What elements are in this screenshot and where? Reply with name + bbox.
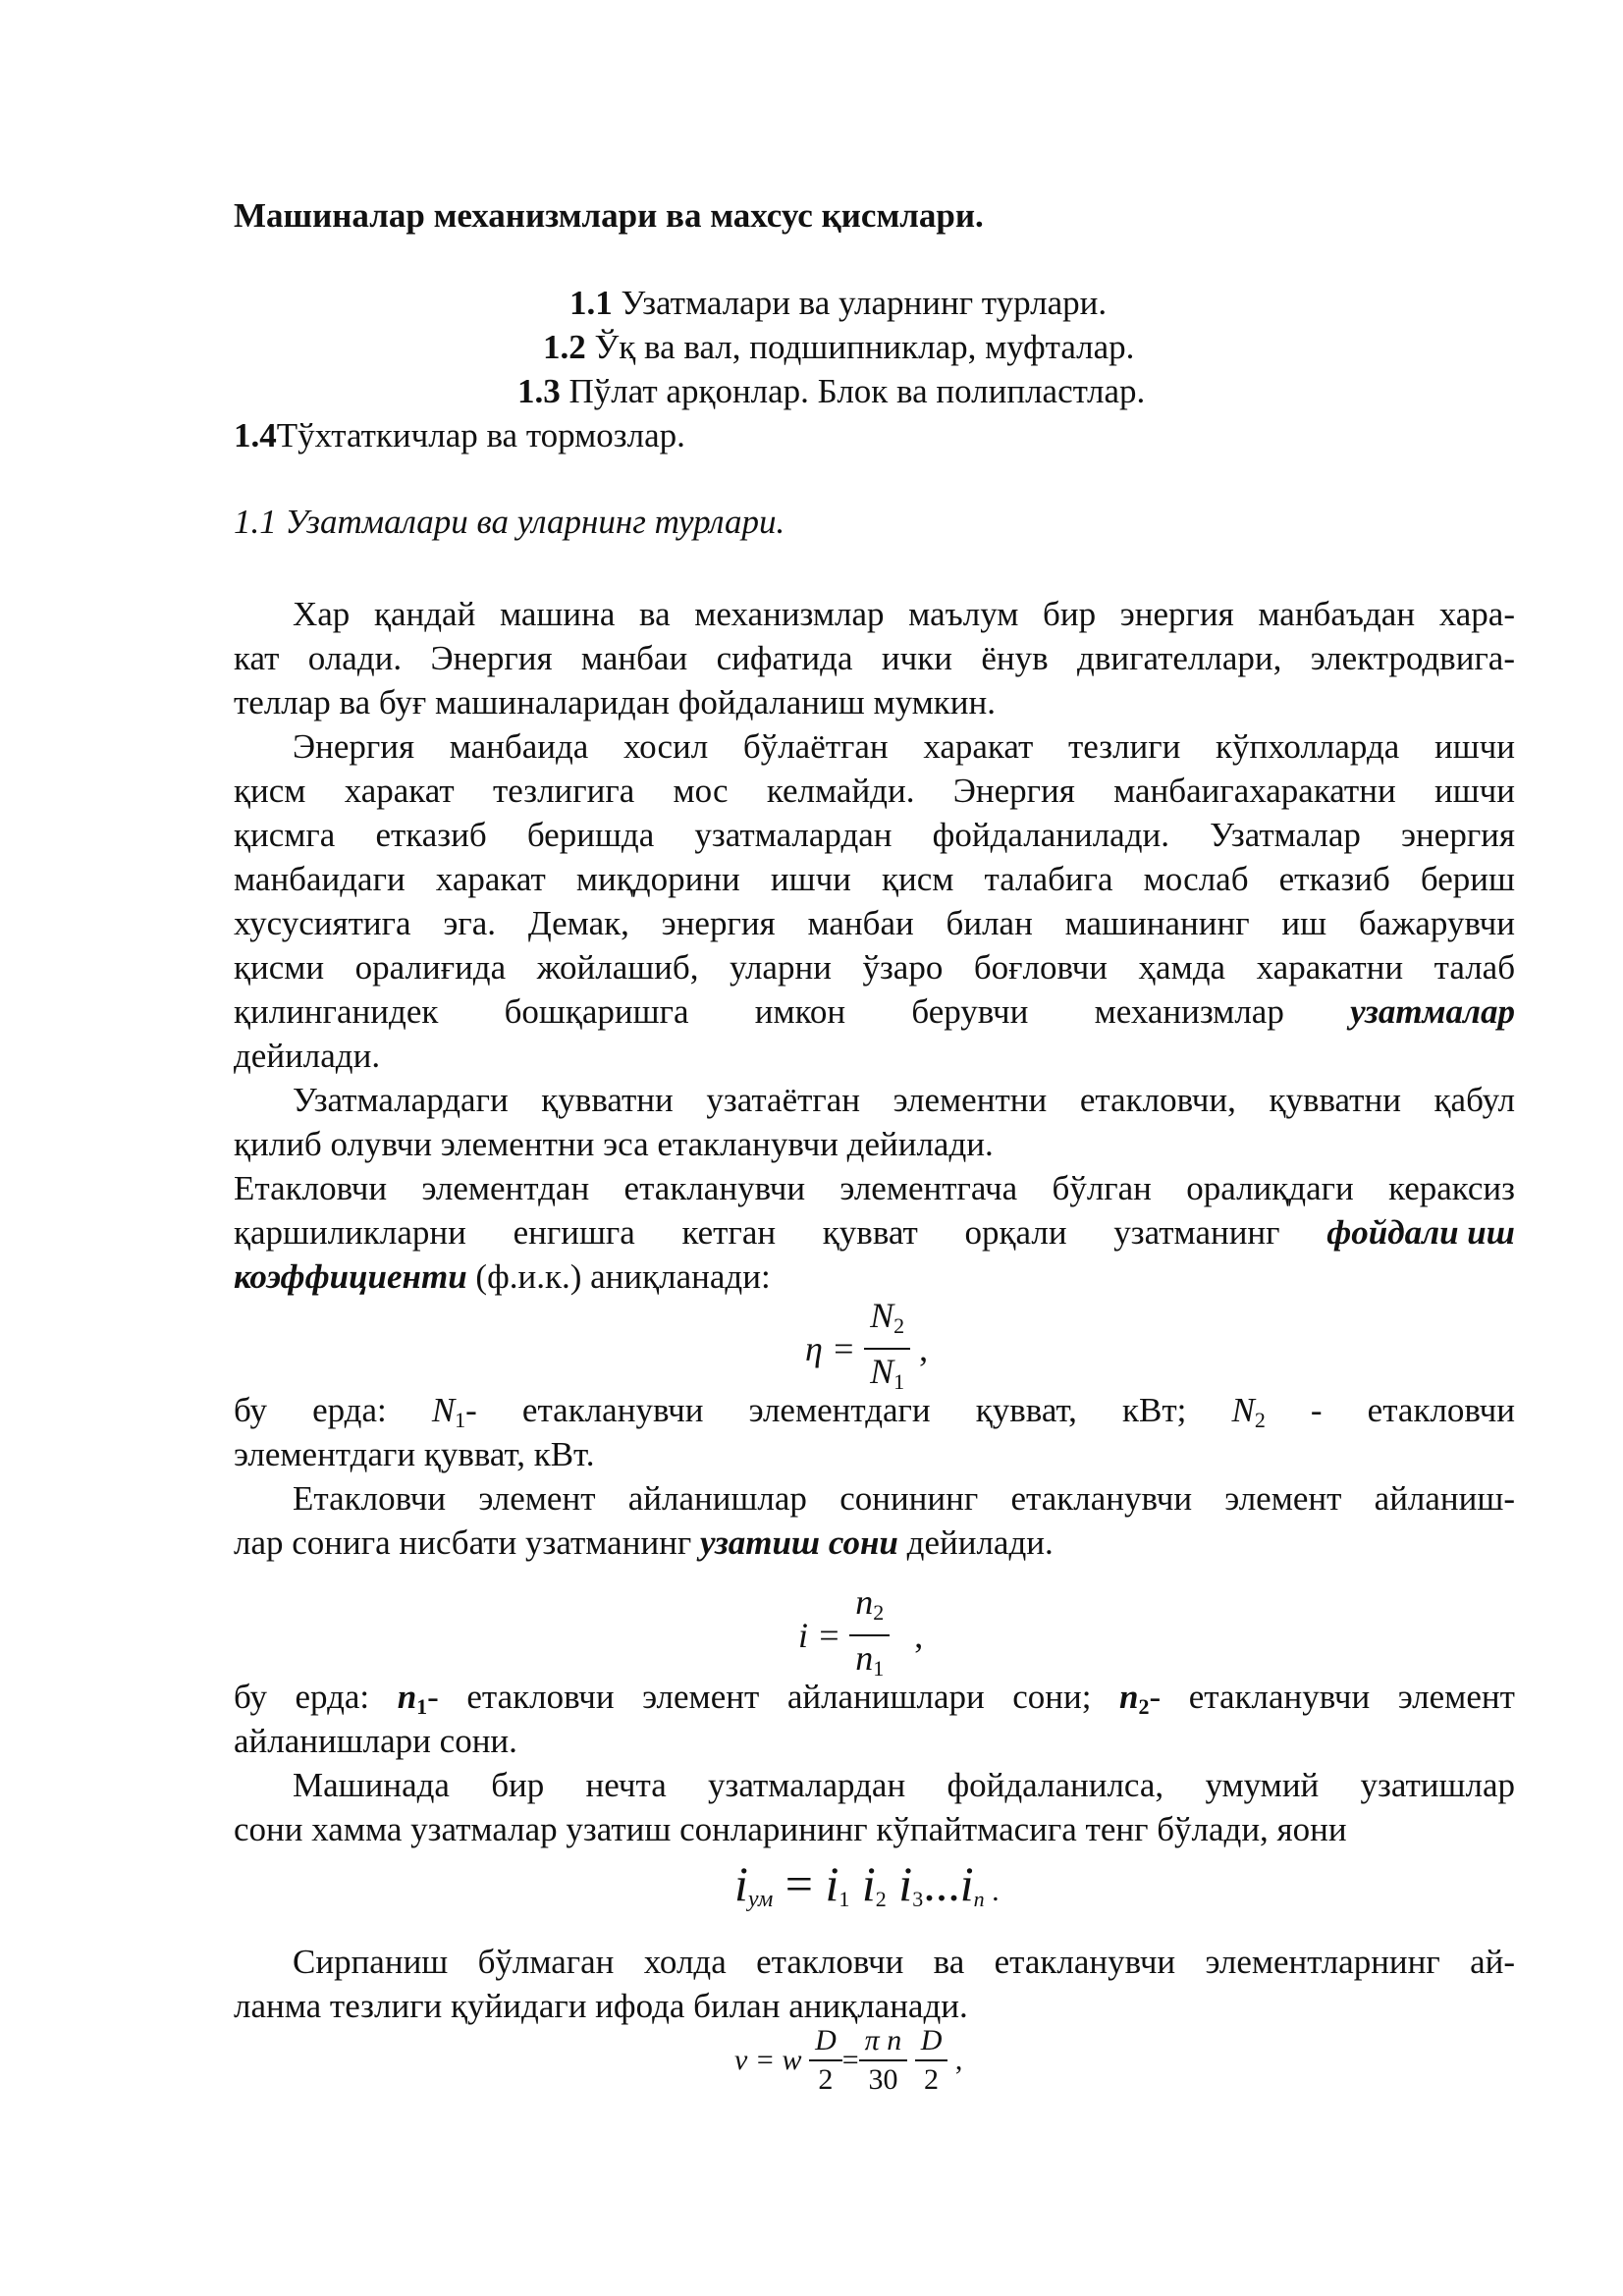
text-line: элементдаги қувват, кВт. (234, 1435, 595, 1473)
word: $N_1-$ (431, 1391, 477, 1432)
toc-number: 1.2 (543, 328, 586, 366)
word: - (1310, 1391, 1323, 1429)
section-heading: 1.1 Узатмалари ва уларнинг турлари. (234, 503, 785, 541)
text-line: лар сонига нисбати узатманинг узатиш сони дейилади. (234, 1523, 1054, 1562)
text-line: дейилади. (234, 1037, 381, 1075)
paragraph-4 (234, 1166, 1515, 1299)
text-line: Етакловчи элементдан етакланувчи элементгача бўлган оралиқдаги кераксиз (234, 1169, 1515, 1207)
word: $n_2-$ (1119, 1678, 1162, 1719)
word: элемент (642, 1678, 760, 1716)
word: кВт; (1121, 1391, 1187, 1429)
formula-lhs: i = (798, 1616, 841, 1655)
text-line: Сирпаниш бўлмаган холда етакловчи ва етакланувчи элементларнинг ай- (293, 1943, 1515, 1981)
word: етакловчи (466, 1678, 615, 1716)
toc-item-1-3 (517, 372, 1145, 411)
toc-number: 1.4 (234, 416, 277, 454)
paragraph-7 (234, 1940, 1515, 2028)
formula-velocity: v = w $\frac{D}{2}$ = $\frac{\text{π n}}{30}$ $\frac{D}{2}$ , (734, 2022, 962, 2099)
formula-tail: , (914, 1616, 924, 1655)
fraction: $\frac{D}{2}$ (809, 2022, 842, 2099)
text-line: қисм харакат тезлигига мос келмайди. Энергия манбаигахаракатни ишчи (234, 772, 1515, 810)
text-line: манбаидаги харакат миқдорини ишчи қисм талабига мослаб етказиб бериш (234, 860, 1515, 898)
paragraph-where-2 (234, 1675, 1515, 1763)
text-line (234, 1255, 1515, 1299)
toc-number: 1.3 (517, 372, 561, 410)
paragraph-5 (234, 1476, 1515, 1565)
word: орқали (964, 1213, 1067, 1252)
word: бу (234, 1678, 267, 1716)
word: ерда: (295, 1678, 370, 1716)
denominator: $N_1$ (870, 1352, 905, 1394)
word: қувват, (975, 1391, 1077, 1429)
text-line: ланма тезлиги қуйидаги ифода билан аниқланади. (234, 1987, 968, 2025)
word: $n_1-$ (397, 1678, 439, 1719)
toc-item-1-4 (234, 416, 685, 455)
word: узатманинг (1113, 1213, 1280, 1252)
word: ерда: (312, 1391, 387, 1429)
paragraph-6 (234, 1763, 1515, 1851)
term-uzatmalar: узатмалар (1350, 992, 1515, 1031)
word: кетган (681, 1213, 777, 1252)
toc-text: Ўқ ва вал, подшипниклар, муфталар. (585, 328, 1135, 366)
term-foydali-ish: фойдали иш (1326, 1213, 1515, 1252)
text-line: сони хамма узатмалар узатиш сонларининг кўпайтмасига тенг бўлади, яони (234, 1810, 1347, 1848)
page-title: Машиналар механизмлари ва махсус қисмлари. (234, 196, 984, 235)
word: етакланувчи (1188, 1678, 1371, 1716)
numerator: $n_2$ (849, 1580, 890, 1636)
text-line: айланишлари сони. (234, 1722, 517, 1760)
text-line: қисми оралиғида жойлашиб, уларни ўзаро боғловчи ҳамда харакатни талаб (234, 948, 1515, 987)
word: бу (234, 1391, 267, 1429)
toc-text: Узатмалари ва уларнинг турлари. (612, 284, 1108, 322)
text-line: Энергия манбаида хосил бўлаётган харакат тезлиги кўпхолларда ишчи (293, 727, 1515, 766)
word: элемент (1397, 1678, 1515, 1716)
word: сони; (1012, 1678, 1092, 1716)
formula-tail: , (919, 1329, 929, 1368)
word: механизмлар (1094, 992, 1284, 1031)
word: етакловчи (1367, 1391, 1515, 1429)
toc-number: 1.1 (569, 284, 613, 322)
term-koeffitsienti: коэффициенти (234, 1257, 467, 1296)
text-fragment: (ф.и.к.) аниқланади: (466, 1257, 771, 1296)
word: қаршиликларни (234, 1213, 466, 1252)
toc-item-1-2 (543, 328, 1134, 367)
word: енгишга (513, 1213, 635, 1252)
text-line: Хар қандай машина ва механизмлар маълум бир энергия манбаъдан хара- (293, 595, 1515, 633)
toc-text: Тўхтаткичлар ва тормозлар. (276, 416, 685, 454)
text-line: теллар ва буғ машиналаридан фойдаланиш мумкин. (234, 683, 996, 721)
text-line: Машинада бир нечта узатмалардан фойдаланилса, умумий узатишлар (293, 1766, 1515, 1804)
text-line: хусусиятига эга. Демак, энергия манбаи билан машинанинг иш бажарувчи (234, 904, 1515, 942)
paragraph-where-1 (234, 1388, 1515, 1476)
word: берувчи (911, 992, 1029, 1031)
toc-item-1-1 (569, 284, 1107, 323)
word: айланишлари (786, 1678, 985, 1716)
word: элементдаги (748, 1391, 931, 1429)
text-line (234, 1210, 1515, 1255)
text-line: қилиб олувчи элементни эса етакланувчи дейилади. (234, 1125, 994, 1163)
denominator: $n_1$ (855, 1638, 885, 1681)
term-uzatish-soni: узатиш сони (700, 1523, 898, 1562)
word: $N_2$ (1231, 1391, 1266, 1432)
text-line (234, 1388, 1515, 1432)
toc-text: Пўлат арқонлар. Блок ва полипластлар. (560, 372, 1146, 410)
text-line (234, 1675, 1515, 1719)
text-line: кат олади. Энергия манбаи сифатида ички ёнув двигателлари, электродвига- (234, 639, 1515, 677)
numerator: $N_2$ (864, 1294, 910, 1350)
fraction: $\frac{D}{2}$ (915, 2022, 948, 2099)
word: имкон (754, 992, 846, 1031)
word: қилинганидек (234, 992, 439, 1031)
fraction: $\frac{\text{π n}}{30}$ (859, 2022, 908, 2099)
text-line: Узатмалардаги қувватни узатаётган элементни етакловчи, қувватни қабул (293, 1081, 1515, 1119)
text-line (234, 989, 1515, 1034)
formula-lhs: η = (805, 1329, 856, 1368)
word: бошқаришга (504, 992, 689, 1031)
text-line: қисмга етказиб беришда узатмалардан фойдаланилади. Узатмалар энергия (234, 816, 1515, 854)
paragraph-1 (234, 592, 1515, 724)
paragraph-2 (234, 724, 1515, 1078)
word: етакланувчи (521, 1391, 704, 1429)
paragraph-3 (234, 1078, 1515, 1166)
word: қувват (822, 1213, 918, 1252)
text-line: Етакловчи элемент айланишлар сонининг етакланувчи элемент айланиш- (293, 1479, 1515, 1518)
formula-total-ratio: $i_{ум} = i_1$ $i_2$ $i_3...i_n$ . (734, 1856, 1000, 1912)
